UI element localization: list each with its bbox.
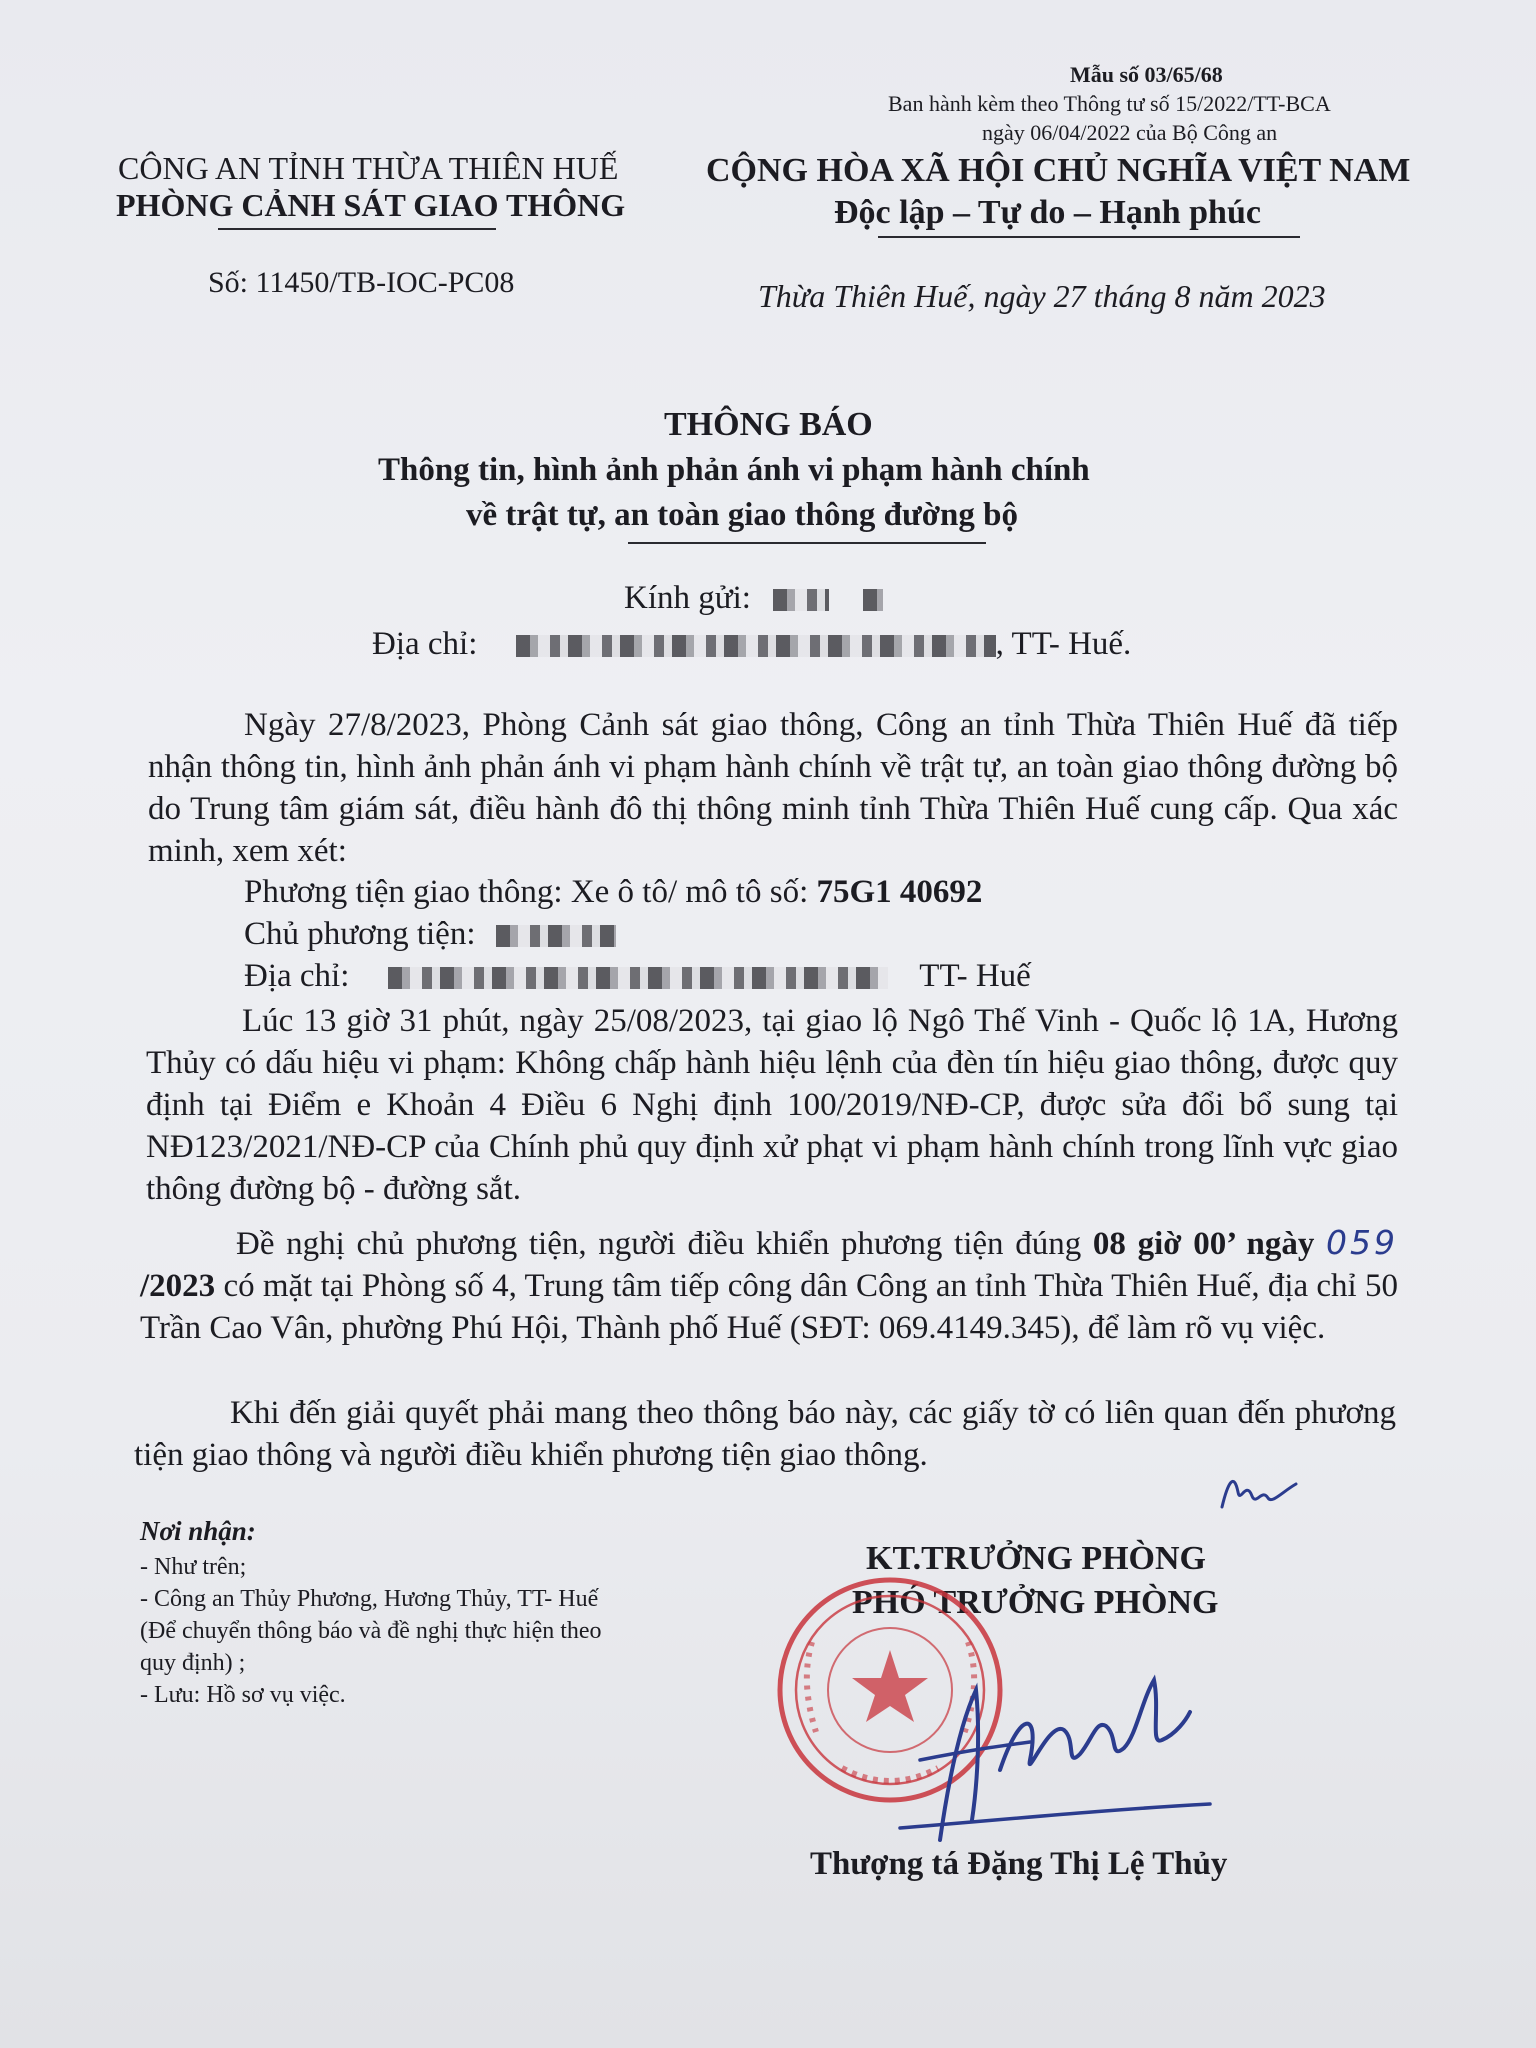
redacted-recipient-address [516,635,996,657]
notice-subtitle-2: về trật tự, an toàn giao thông đường bộ [466,497,1019,533]
owner-address-line [244,958,1031,995]
recipients-block [140,1515,602,1711]
redacted-owner-address [388,967,888,989]
recipient-item: - Như trên; [140,1554,247,1580]
paragraph-documents [134,1392,1396,1476]
license-plate: 75G1 40692 [816,874,983,910]
national-motto: Độc lập – Tự do – Hạnh phúc [834,194,1261,231]
owner-address-label: Địa chỉ: [244,958,350,994]
agency-underline [218,228,496,230]
summons-location: có mặt tại Phòng số 4, Trung tâm tiếp công dân Công an tỉnh Thừa Thiên Huế, địa chỉ 50 Trần Cao Vân, phường Phú Hội, Thành phố Huế (SĐT: 069.4149.345), để làm rõ vụ việc. [140,1268,1398,1346]
summons-time: 08 giờ 00’ ngày [1092,1226,1315,1262]
signature-title-1: KT.TRƯỞNG PHÒNG [866,1540,1206,1577]
notice-subtitle-1: Thông tin, hình ảnh phản ánh vi phạm hành chính [378,452,1090,488]
national-title: CỘNG HÒA XÃ HỘI CHỦ NGHĨA VIỆT NAM [706,152,1411,189]
title-underline [628,542,986,544]
paragraph-summons-text [140,1222,1398,1349]
document-number: Số: 11450/TB-IOC-PC08 [208,266,515,299]
handwritten-day: 05 [1326,1223,1375,1262]
handwritten-month: 9 [1374,1223,1399,1262]
recipient-item: - Công an Thủy Phương, Hương Thủy, TT- Huế [140,1586,599,1612]
signer-name: Thượng tá Đặng Thị Lệ Thủy [810,1846,1228,1882]
agency-parent: CÔNG AN TỈNH THỪA THIÊN HUẾ [118,150,619,186]
redacted-owner-name [496,925,616,947]
paragraph-violation [146,1000,1398,1210]
notice-title: THÔNG BÁO [664,406,873,443]
recipient-address-suffix: , TT- Huế. [995,626,1132,662]
recipient-label: Kính gửi: [624,580,751,616]
summons-year: /2023 [140,1268,216,1304]
handwritten-initial [1212,1462,1302,1522]
issued-with-circular: Ban hành kèm theo Thông tư số 15/2022/TT-BCA [888,91,1331,116]
recipient-item: (Để chuyển thông báo và đề nghị thực hiện theo [140,1618,602,1644]
redacted-recipient-name [773,589,829,611]
owner-line [244,916,616,953]
place-and-date: Thừa Thiên Huế, ngày 27 tháng 8 năm 2023 [758,278,1326,314]
motto-underline [878,236,1300,238]
recipient-item: - Lưu: Hồ sơ vụ việc. [140,1682,346,1708]
vehicle-line [244,874,982,911]
owner-address-suffix: TT- Huế [919,958,1031,994]
handwritten-signature [880,1650,1230,1850]
vehicle-label: Phương tiện giao thông: Xe ô tô/ mô tô số: [244,874,809,910]
recipient-line [624,580,883,617]
redacted-recipient-name-2 [863,589,883,611]
agency-name: PHÒNG CẢNH SÁT GIAO THÔNG [116,187,626,223]
issued-date: ngày 06/04/2022 của Bộ Công an [982,120,1278,145]
paragraph-intro-text: Ngày 27/8/2023, Phòng Cảnh sát giao thông, Công an tỉnh Thừa Thiên Huế đã tiếp nhận thông tin, hình ảnh phản ánh vi phạm hành chính về trật tự, an toàn giao thông đường bộ do Trung tâm giám sát, điều hành đô thị thông minh tỉnh Thừa Thiên Huế cung cấp. Qua xác minh, xem xét: [148,707,1398,869]
recipients-title: Nơi nhận: [140,1516,256,1546]
paragraph-violation-text: Lúc 13 giờ 31 phút, ngày 25/08/2023, tại giao lộ Ngô Thế Vinh - Quốc lộ 1A, Hương Thủy có dấu hiệu vi phạm: Không chấp hành hiệu lệnh của đèn tín hiệu giao thông, được quy định tại Điểm e Khoản 4 Điều 6 Nghị định 100/2019/NĐ-CP, được sửa đổi bổ sung tại NĐ123/2021/NĐ-CP của Chính phủ quy định xử phạt vi phạm hành chính trong lĩnh vực giao thông đường bộ - đường sắt. [146,1003,1398,1207]
paragraph-documents-text: Khi đến giải quyết phải mang theo thông báo này, các giấy tờ có liên quan đến phương tiện giao thông và người điều khiển phương tiện giao thông. [134,1395,1396,1473]
form-number: Mẫu số 03/65/68 [1070,62,1223,87]
owner-label: Chủ phương tiện: [244,916,476,952]
signature-title-2: PHÓ TRƯỞNG PHÒNG [852,1584,1219,1621]
paragraph-intro [148,704,1398,872]
summons-request: Đề nghị chủ phương tiện, người điều khiển phương tiện đúng [236,1226,1082,1262]
paragraph-summons [140,1222,1398,1349]
recipient-address-line [372,626,1131,663]
recipient-address-label: Địa chỉ: [372,626,478,662]
recipient-item: quy định) ; [140,1650,246,1676]
